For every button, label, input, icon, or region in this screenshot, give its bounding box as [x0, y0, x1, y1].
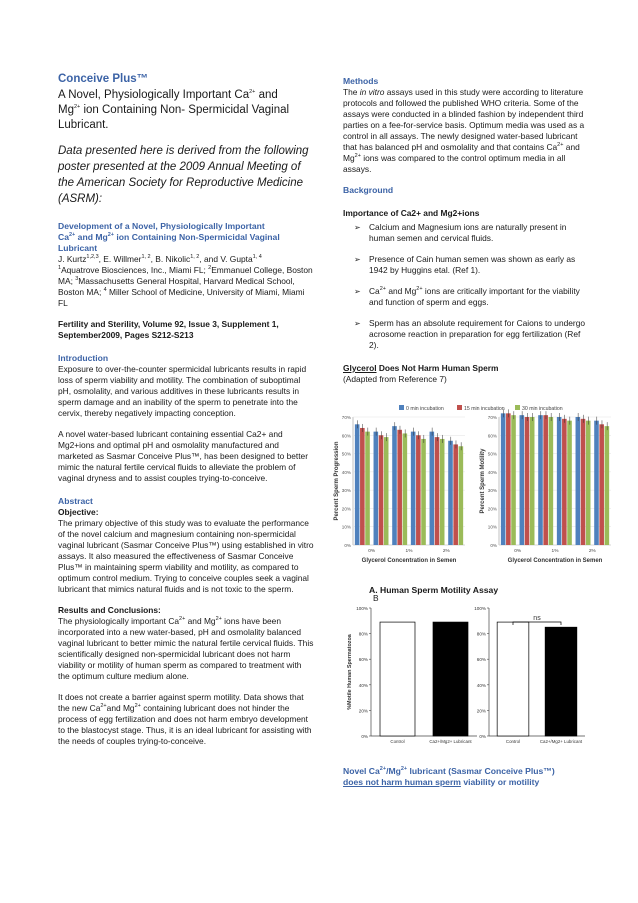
y-tick-label: 60% [476, 657, 486, 663]
glycerol-subheading: (Adapted from Reference 7) [343, 374, 447, 384]
list-item: ➢ $Ca^{2+}$ and $Mg^{2+}$ ions are critically important for the viability and function of sperm and eggs. [354, 286, 580, 307]
y-tick-label: 40% [358, 682, 368, 688]
y-tick-label: 0% [344, 543, 351, 548]
list-item: ➢ Calcium and Magnesium ions are naturally present in human semen and cervical fluids. [354, 222, 567, 243]
bar [365, 432, 370, 545]
y-tick-label: 30% [487, 488, 497, 494]
x-axis-label: Glycerol Concentration in Semen [507, 558, 603, 564]
bar [392, 426, 397, 545]
bar [543, 415, 548, 545]
x-tick-label: 1% [551, 549, 559, 554]
y-tick-label: 0% [361, 734, 368, 739]
legend-label: 15 min incubation [464, 406, 505, 412]
x-tick-label: 0% [514, 549, 522, 554]
x-tick-label: 1% [405, 549, 413, 554]
y-tick-label: 70% [341, 415, 351, 420]
y-tick-label: 50% [341, 451, 351, 457]
y-tick-label: 10% [487, 524, 497, 530]
arrow-bullet-icon: ➢ [354, 223, 361, 232]
bar [525, 417, 530, 545]
authors: J. Kurtz$^{1,2,3}$, E. Willmer$^{1, 2}$, B. Nikolic$^{1, 2}$, and V. Gupta$^{1, 4}$ [58, 254, 262, 264]
assay-heading: A. Human Sperm Motility Assay [369, 585, 499, 595]
importance-list [343, 222, 587, 351]
right-column [334, 76, 603, 788]
x-tick-label: Ca2+/Mg2+ Lubricant [539, 739, 583, 744]
bar [360, 428, 365, 545]
x-tick-label: Control [390, 739, 405, 744]
bar [459, 446, 464, 545]
y-tick-label: 100% [356, 606, 368, 611]
background-heading: Background [343, 185, 394, 195]
bar [562, 419, 567, 545]
journal-citation: Fertility and Sterility, Volume 92, Issue 3, Supplement 1, September2009, Pages S212-S213 [58, 319, 279, 340]
bar [453, 444, 458, 545]
bar [511, 415, 516, 545]
bar [397, 430, 402, 545]
x-tick-label: 2% [442, 549, 450, 554]
y-tick-label: 50% [487, 451, 497, 457]
bar [520, 415, 525, 545]
y-tick-label: 20% [341, 506, 351, 512]
bar [599, 424, 604, 545]
motility-assay-charts [331, 600, 591, 760]
arrow-bullet-icon: ➢ [354, 255, 361, 264]
y-tick-label: 40% [341, 469, 351, 475]
bar [435, 437, 440, 545]
y-tick-label: 10% [341, 524, 351, 530]
barrier-text: It does not create a barrier against sperm motility. Data shows that the new $Ca^{2+}and$ $Mg^{2+}$ containing lubricant does not hinder the process of egg fertilization and does not harm embryo development to the blastocyst stage. Thus, it is an ideal lubricant for assisting with the needs of couples trying-to-conceive. [58, 692, 312, 746]
data-note: Data presented here is derived from the following poster presented at the 2009 Annual Meeting of the American Society for Reproductive Medicine (ASRM): [58, 145, 309, 205]
x-tick-label: 2% [588, 549, 596, 554]
bar [567, 421, 572, 545]
y-tick-label: 0% [490, 543, 497, 548]
intro-paragraph-2: A novel water-based lubricant containing essential Ca2+ and Mg2+ions and optimal pH and osmolality manufactured and marketed as Sasmar Conceive Plus™, has been designed to better mimic the natural fertile cervical fluids to alleviate the problem of vaginal dryness and to assist couples trying-to-conceive. [58, 429, 308, 483]
bar [440, 439, 445, 545]
objective-text: The primary objective of this study was to evaluate the performance of the novel calcium and magnesium containing non-spermicidal vaginal lubricant (Sasmar Conceive Plus™) using established in vitro assays. It also measured the effectiveness of Sasmar Conceive Plus™ in maintaining sperm viability and motility, as compared to optimum control medium. Trying to conceive couples seek a vaginal lubricant that mimics natural fluids and is not toxic to the sperm. [58, 518, 314, 594]
methods-text: The in vitro assays used in this study were according to literature protocols and followed the published WHO criteria. Some of the assays were conducted in a blinded fashion by independent third parties on a fee-for-service basis. Optimum media was used as a control in all assays. The newly designed water-based lubricant that has balanced pH and osmolality and that contains $Ca^{2+}$ and $Mg^{2+}$ ions was compared to the control optimum media in all assays. [343, 87, 585, 174]
arrow-bullet-icon: ➢ [354, 319, 361, 328]
bar [416, 435, 421, 545]
y-tick-label: 60% [358, 657, 368, 663]
x-tick-label: 0% [368, 549, 376, 554]
y-tick-label: 100% [474, 606, 486, 611]
y-tick-label: 30% [341, 488, 351, 494]
brand-title: Conceive Plus™ [58, 73, 149, 85]
bar [545, 627, 577, 736]
list-item: ➢ Presence of Cain human semen was shown as early as 1942 by Huggins etal. (Ref 1). [354, 254, 576, 275]
y-tick-label: 80% [476, 631, 486, 637]
y-tick-label: 40% [487, 469, 497, 475]
bar [557, 417, 562, 545]
y-axis-label: %Motile Human Spermatozoa [347, 634, 353, 710]
bar [501, 413, 506, 545]
importance-heading: Importance of Ca2+ and Mg2+ions [343, 208, 480, 218]
glycerol-heading: Glycerol Does Not Harm Human Sperm [343, 363, 499, 373]
legend-label: 0 min incubation [406, 406, 444, 412]
poster-title: Development of a Novel, Physiologically Important $Ca^{2+}$ and $Mg^{2+}$ ion Containing Non-Spermicidal Vaginal Lubricant [58, 221, 280, 253]
bar [433, 622, 468, 736]
y-tick-label: 60% [341, 433, 351, 439]
bar [581, 419, 586, 545]
legend-swatch [515, 405, 520, 410]
bar [594, 421, 599, 545]
arrow-bullet-icon: ➢ [354, 287, 361, 296]
y-tick-label: 0% [479, 734, 486, 739]
y-tick-label: 70% [487, 415, 497, 420]
bar [506, 413, 511, 545]
y-axis-label: Percent Sperm Motility [480, 448, 486, 514]
bar [380, 622, 415, 736]
legend-swatch [399, 405, 404, 410]
bar [384, 437, 389, 545]
results-text: The physiologically important $Ca^{2+}$ and $Mg^{2+}$ ions have been incorporated into a new water-based, pH and osmolality balanced vaginal lubricant to better mimic the natural fertile cervical fluids. This scientifically designed non-spermicidal lubricant does not harm viability or motility of human sperm as compared to treatment with the optimum culture medium alone. [58, 616, 314, 681]
x-tick-label: Control [505, 739, 521, 744]
bar [430, 432, 435, 545]
bar [497, 622, 529, 736]
intro-heading: Introduction [58, 353, 109, 363]
y-axis-label: Percent Sperm Progression [334, 441, 340, 521]
significance-label: ns [533, 615, 541, 622]
bar [448, 441, 453, 545]
y-tick-label: 20% [487, 506, 497, 512]
paper-title: A Novel, Physiologically Important $Ca^{2+}$ and $Mg^{2+}$ ion Containing Non- Spermicidal Vaginal Lubricant. [58, 89, 290, 131]
bar [586, 421, 591, 545]
bar [411, 432, 416, 545]
x-axis-label: Glycerol Concentration in Semen [361, 558, 457, 564]
x-tick-label: Ca2+/Mg2+ Lubricant [429, 739, 472, 744]
bar [379, 435, 384, 545]
legend-swatch [457, 405, 462, 410]
list-item: ➢ Sperm has an absolute requirement for Caions to undergo acrosome reaction in preparation for egg fertilization (Ref 2). [354, 318, 586, 350]
bar [530, 417, 535, 545]
y-tick-label: 60% [487, 433, 497, 439]
assay-subheading: B [373, 595, 379, 602]
y-tick-label: 80% [358, 631, 368, 637]
affiliations: $^1$Aquatrove Biosciences, Inc., Miami FL; $^2$Emmanuel College, Boston MA; $^3$Massachusetts General Hospital, Harvard Medical School, Boston MA; $^4$ Miller School of Medicine, University of Miami, Miami FL [58, 265, 313, 308]
bar [421, 439, 426, 545]
bar [576, 417, 581, 545]
bar [549, 417, 554, 545]
results-label: Results and Conclusions: [58, 605, 161, 615]
y-tick-label: 20% [476, 708, 486, 714]
intro-paragraph-1: Exposure to over-the-counter spermicidal lubricants results in rapid loss of sperm viability and motility. The combination of suboptimal pH, osmolality, and various additives in these lubricants results in sperm damage and an inability of the sperm to penetrate into the cervix, thereby negatively impacting conception. [58, 364, 307, 418]
legend-label: 30 min incubation [522, 406, 563, 412]
abstract-heading: Abstract [58, 496, 93, 506]
y-tick-label: 40% [476, 682, 486, 688]
bar [355, 424, 360, 545]
methods-heading: Methods [343, 76, 379, 86]
bar [374, 432, 379, 545]
bar [403, 433, 408, 545]
left-column [58, 72, 314, 747]
bar [605, 426, 610, 545]
bar [538, 415, 543, 545]
y-tick-label: 20% [358, 708, 368, 714]
objective-label: Objective: [58, 507, 99, 517]
glycerol-bar-charts [329, 403, 619, 573]
figure-caption: Novel $Ca^{2+}/Mg^{2+}$ lubricant (Sasmar Conceive Plus™) does not harm human sperm viability or motility [343, 766, 555, 787]
